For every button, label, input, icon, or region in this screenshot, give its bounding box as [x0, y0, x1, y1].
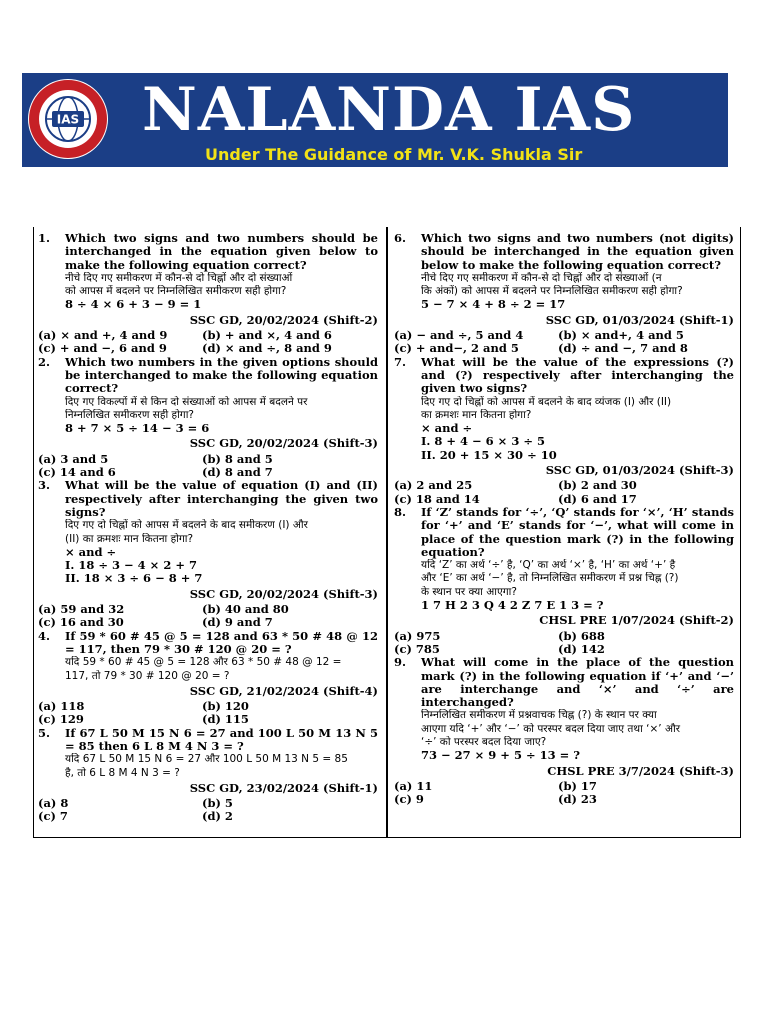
equation-line: 8 ÷ 4 × 6 + 3 − 9 = 1	[65, 297, 202, 312]
option-c: (c) + and−, 2 and 5	[394, 341, 519, 356]
option-c: (c) 9	[394, 792, 424, 807]
question-7	[394, 356, 734, 462]
exam-source: SSC GD, 20/02/2024 (Shift-3)	[189, 586, 378, 601]
option-b: (b) 120	[202, 699, 249, 714]
question-4	[38, 630, 378, 683]
equation-line: 8 + 7 × 5 ÷ 14 − 3 = 6	[65, 421, 210, 436]
question-hindi-line: दिए गए विकल्पों में से किन दो संख्याओं को आपस में बदलने पर	[65, 395, 308, 408]
question-number: 3.	[38, 478, 51, 493]
question-hindi-line: यदि 59 * 60 # 45 @ 5 = 128 और 63 * 50 # 48 @ 12 =	[65, 656, 342, 669]
options-grid	[38, 453, 378, 480]
options-grid	[38, 603, 378, 630]
question-hindi-line: ‘÷’ को परस्पर बदल दिया जाए?	[421, 735, 547, 748]
question-number: 5.	[38, 725, 51, 740]
question-number: 6.	[394, 231, 407, 245]
exam-source: SSC GD, 01/03/2024 (Shift-3)	[545, 463, 734, 478]
exam-source: SSC GD, 21/02/2024 (Shift-4)	[189, 683, 378, 698]
question-5	[38, 727, 378, 780]
option-d: (d) 2	[202, 809, 233, 824]
option-a: (a) − and ÷, 5 and 4	[394, 328, 524, 343]
question-number: 4.	[38, 628, 51, 643]
right-column	[394, 232, 734, 806]
options-grid	[394, 479, 734, 506]
question-hindi-line: दिए गए दो चिह्नों को आपस में बदलने के बाद समीकरण (I) और	[65, 519, 308, 532]
equation-line: 73 − 27 × 9 + 5 ÷ 13 = ?	[421, 748, 580, 763]
question-3	[38, 479, 378, 585]
column-divider	[386, 227, 388, 837]
option-b: (b) 8 and 5	[202, 451, 273, 466]
option-b: (b) 688	[558, 628, 605, 643]
logo-center-text: IAS	[56, 112, 80, 127]
question-text: Which two signs and two numbers should be interchanged in the equation given below to make the following equation correct?	[65, 231, 378, 272]
exam-source: CHSL PRE 1/07/2024 (Shift-2)	[539, 613, 734, 628]
equation-line: II. 20 + 15 × 30 ÷ 10	[421, 447, 557, 462]
institute-logo	[28, 79, 108, 159]
option-c: (c) 18 and 14	[394, 491, 480, 506]
options-grid	[394, 630, 734, 657]
question-number: 1.	[38, 231, 51, 245]
question-number: 9.	[394, 655, 407, 670]
exam-source: SSC GD, 23/02/2024 (Shift-1)	[189, 780, 378, 795]
question-2	[38, 356, 378, 436]
question-text: What will be the value of equation (I) and (II) respectively after interchanging the given two signs?	[65, 478, 378, 519]
question-9	[394, 656, 734, 762]
option-d: (d) 23	[558, 792, 597, 807]
option-a: (a) 59 and 32	[38, 602, 125, 617]
exam-source: SSC GD, 20/02/2024 (Shift-3)	[189, 436, 378, 451]
question-hindi-line: निम्नलिखित समीकरण में प्रश्नवाचक चिह्न (?) के स्थान पर क्या	[421, 709, 657, 722]
option-a: (a) × and +, 4 and 9	[38, 328, 168, 343]
question-text: If 67 L 50 M 15 N 6 = 27 and 100 L 50 M 13 N 5 = 85 then 6 L 8 M 4 N 3 = ?	[65, 725, 378, 753]
question-sheet	[33, 227, 741, 838]
question-hindi-line: यदि ‘Z’ का अर्थ ‘÷’ है, ‘Q’ का अर्थ ‘×’ है, ‘H’ का अर्थ ‘+’ है	[421, 559, 676, 572]
question-number: 7.	[394, 354, 407, 369]
question-text: What will be the value of the expressions (?) and (?) respectively after interchanging the given two signs?	[421, 354, 734, 396]
option-a: (a) 118	[38, 699, 85, 714]
option-d: (d) ÷ and −, 7 and 8	[558, 341, 688, 356]
question-hindi-line: आएगा यदि ‘+’ और ‘−’ को परस्पर बदल दिया जाए तथा ‘×’ और	[421, 722, 681, 735]
brand-title: NALANDA IAS	[142, 75, 636, 145]
question-text: What will come in the place of the question mark (?) in the following equation if ‘+’ and ‘−’ are interchange and ‘×’ and ‘÷’ are interchanged?	[421, 655, 734, 710]
equation-line: × and ÷	[421, 421, 473, 436]
exam-source: SSC GD, 20/02/2024 (Shift-2)	[189, 312, 378, 327]
question-hindi-line: का क्रमशः मान कितना होगा?	[421, 408, 532, 421]
question-hindi-line: यदि 67 L 50 M 15 N 6 = 27 और 100 L 50 M 13 N 5 = 85	[65, 753, 348, 766]
option-b: (b) 40 and 80	[202, 602, 289, 617]
question-text: If ‘Z’ stands for ‘÷’, ‘Q’ stands for ‘×’, ‘H’ stands for ‘+’ and ‘E’ stands for ‘−’, what will come in place of the question mark (?) in the following equation?	[421, 504, 734, 559]
question-6	[394, 232, 734, 312]
option-b: (b) 17	[558, 778, 597, 793]
question-hindi-line: निम्नलिखित समीकरण सही होगा?	[65, 408, 194, 421]
option-b: (b) + and ×, 4 and 6	[202, 328, 332, 343]
option-c: (c) 7	[38, 809, 68, 824]
question-hindi-line: और ‘E’ का अर्थ ‘−’ है, तो निम्नलिखित समीकरण में प्रश्न चिह्न (?)	[421, 572, 679, 585]
equation-line: II. 18 × 3 ÷ 6 − 8 + 7	[65, 571, 203, 586]
question-hindi-line: को आपस में बदलने पर निम्नलिखित समीकरण सही होगा?	[65, 285, 287, 298]
question-hindi-line: नीचे दिए गए समीकरण में कौन-से दो चिह्नों और दो संख्याओं	[65, 271, 293, 284]
option-d: (d) × and ÷, 8 and 9	[202, 341, 332, 356]
option-a: (a) 8	[38, 796, 69, 811]
options-grid	[38, 797, 378, 824]
equation-line: × and ÷	[65, 544, 117, 559]
option-b: (b) × and+, 4 and 5	[558, 328, 684, 343]
equation-line: I. 18 ÷ 3 − 4 × 2 + 7	[65, 558, 197, 573]
options-grid	[38, 329, 378, 356]
option-a: (a) 11	[394, 778, 433, 793]
equation-line: 5 − 7 × 4 + 8 ÷ 2 = 17	[421, 297, 566, 312]
option-c: (c) + and −, 6 and 9	[38, 341, 167, 356]
left-column	[38, 232, 378, 824]
option-d: (d) 9 and 7	[202, 615, 273, 630]
question-text: If 59 * 60 # 45 @ 5 = 128 and 63 * 50 # 48 @ 12 = 117, then 79 * 30 # 120 @ 20 = ?	[65, 628, 378, 656]
question-number: 2.	[38, 354, 51, 369]
option-b: (b) 2 and 30	[558, 478, 637, 493]
question-8	[394, 506, 734, 612]
question-text: Which two numbers in the given options should be interchanged to make the following equation correct?	[65, 354, 378, 396]
logo-emblem-icon	[28, 79, 108, 159]
options-grid	[38, 700, 378, 727]
question-number: 8.	[394, 504, 407, 519]
option-a: (a) 3 and 5	[38, 451, 109, 466]
options-grid	[394, 329, 734, 356]
option-c: (c) 785	[394, 641, 440, 656]
option-d: (d) 8 and 7	[202, 465, 273, 480]
exam-source: SSC GD, 01/03/2024 (Shift-1)	[545, 312, 734, 327]
question-hindi-line: 117, तो 79 * 30 # 120 @ 20 = ?	[65, 669, 230, 682]
option-b: (b) 5	[202, 796, 233, 811]
equation-line: I. 8 + 4 − 6 × 3 ÷ 5	[421, 434, 545, 449]
option-c: (c) 14 and 6	[38, 465, 116, 480]
question-hindi-line: कि अंकों) को आपस में बदलने पर निम्नलिखित समीकरण सही होगा?	[421, 285, 683, 298]
option-a: (a) 975	[394, 628, 441, 643]
question-hindi-line: है, तो 6 L 8 M 4 N 3 = ?	[65, 766, 180, 779]
brand-tagline: Under The Guidance of Mr. V.K. Shukla Sir	[205, 145, 583, 164]
question-hindi-line: (II) का क्रमशः मान कितना होगा?	[65, 532, 194, 545]
option-d: (d) 6 and 17	[558, 491, 637, 506]
option-c: (c) 129	[38, 712, 84, 727]
option-d: (d) 115	[202, 712, 249, 727]
question-1	[38, 232, 378, 312]
question-hindi-line: नीचे दिए गए समीकरण में कौन-से दो चिह्नों और दो संख्याओं (न	[421, 271, 662, 284]
option-a: (a) 2 and 25	[394, 478, 473, 493]
option-c: (c) 16 and 30	[38, 615, 124, 630]
question-hindi-line: दिए गए दो चिह्नों को आपस में बदलने के बाद व्यंजक (I) और (II)	[421, 395, 672, 408]
question-hindi-line: के स्थान पर क्या आएगा?	[421, 585, 517, 598]
header-banner	[22, 73, 728, 167]
option-d: (d) 142	[558, 641, 605, 656]
options-grid	[394, 780, 734, 807]
exam-source: CHSL PRE 3/7/2024 (Shift-3)	[547, 763, 734, 778]
question-text: Which two signs and two numbers (not digits) should be interchanged in the equation given below to make the following equation correct?	[421, 231, 734, 272]
equation-line: 1 7 H 2 3 Q 4 2 Z 7 E 1 3 = ?	[421, 598, 604, 613]
